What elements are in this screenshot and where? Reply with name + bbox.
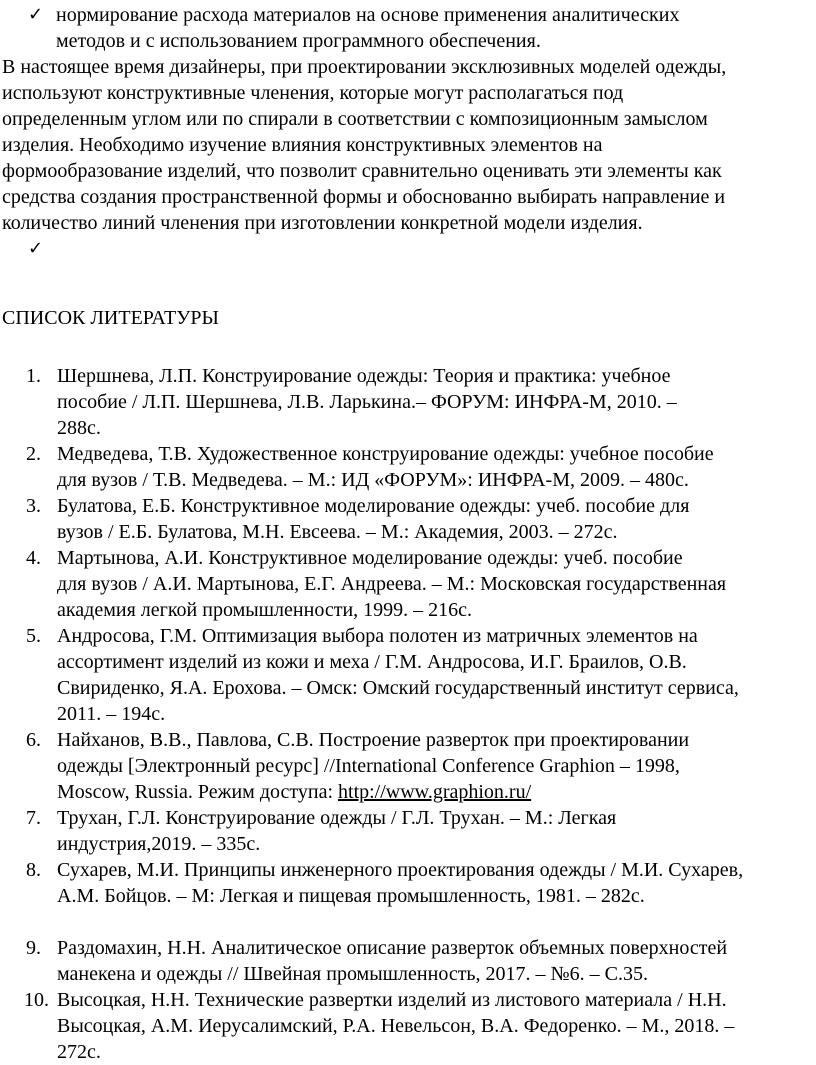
reference-link[interactable]: http://www.graphion.ru/: [338, 781, 532, 803]
references-list: [0, 363, 816, 1065]
reference-item: 6. Найханов, В.В., Павлова, С.В. Построение разверток при проектировании одежды [Электронный ресурс] //International Conference Graphion – 1998, Moscow, Russia. Режим доступа: http://www.graphion.ru/: [26, 729, 690, 803]
checklist-item: [0, 2, 796, 54]
reference-item: 2. Медведева, Т.В. Художественное конструирование одежды: учебное пособие для вузов / Т.В. Медведева. – М.: ИД «ФОРУМ»: ИНФРА-М, 2009. – 480с.: [26, 443, 714, 491]
checklist-item-text: нормирование расхода материалов на основе применения аналитических методов и с использованием программного обеспечения.: [56, 4, 680, 52]
body-paragraph: В настоящее время дизайнеры, при проектировании эксклюзивных моделей одежды, используют конструктивные членения, которые могут располагаться под определенным углом или по спирали в соответствии с композиционным замыслом изделия. Необходимо изучение влияния конструктивных элементов на формообразование изделий, что позволит сравнительно оценивать эти элементы как средства создания пространственной формы и обоснованно выбирать направление и количество линий членения при изготовлении конкретной модели изделия.: [2, 56, 727, 234]
checkmark-icon: ✓: [28, 238, 44, 259]
reference-item: 1. Шершнева, Л.П. Конструирование одежды: Теория и практика: учебное пособие / Л.П. Шершнева, Л.В. Ларькина.– ФОРУМ: ИНФРА-М, 2010. – 288с.: [26, 365, 677, 439]
reference-item: 10. Высоцкая, Н.Н. Технические развертки изделий из листового материала / Н.Н. Высоцкая, А.М. Иерусалимский, Р.А. Невельсон, В.А. Федоренко. – М., 2018. – 272с.: [24, 989, 735, 1063]
references-heading: СПИСОК ЛИТЕРАТУРЫ: [2, 307, 219, 329]
reference-item: 4. Мартынова, А.И. Конструктивное моделирование одежды: учеб. пособие для вузов / А.И. Мартынова, Е.Г. Андреева. – М.: Московская государственная академия легкой промышленности, 1999. – 216с.: [26, 547, 727, 621]
reference-item: 9. Раздомахин, Н.Н. Аналитическое описание разверток объемных поверхностей манекена и одежды // Швейная промышленность, 2017. – №6. – С.35.: [26, 937, 728, 985]
reference-item: 5. Андросова, Г.М. Оптимизация выбора полотен из матричных элементов на ассортимент изделий из кожи и меха / Г.М. Андросова, И.Г. Браилов, О.В. Свириденко, Я.А. Ерохова. – Омск: Омский государственный институт сервиса, 2011. – 194с.: [26, 625, 739, 725]
reference-item: 3. Булатова, Е.Б. Конструктивное моделирование одежды: учеб. пособие для вузов / Е.Б. Булатова, М.Н. Евсеева. – М.: Академия, 2003. – 272с.: [26, 495, 690, 543]
checkmark-icon: ✓: [28, 4, 44, 25]
reference-item: 7. Трухан, Г.Л. Конструирование одежды / Г.Л. Трухан. – М.: Легкая индустрия,2019. – 335с.: [26, 807, 617, 855]
empty-checklist-item: [0, 236, 796, 262]
reference-item: 8. Сухарев, М.И. Принципы инженерного проектирования одежды / М.И. Сухарев, А.М. Бойцов. – М: Легкая и пищевая промышленность, 1981. – 282с.: [26, 859, 744, 907]
